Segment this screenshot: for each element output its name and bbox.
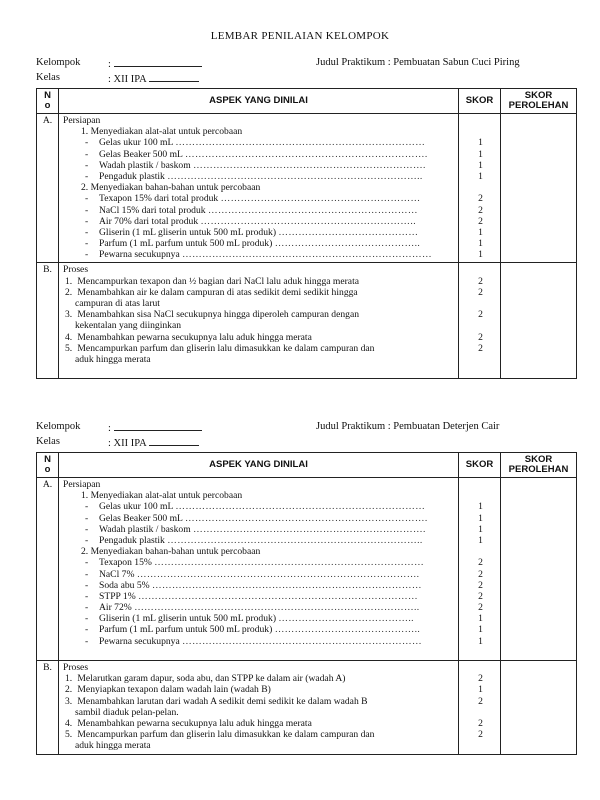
section-a-row bbox=[37, 114, 577, 263]
kelas-blank-line[interactable] bbox=[149, 71, 199, 82]
section-title: Proses bbox=[63, 264, 89, 276]
list-item: - Gliserin (1 mL gliserin untuk 500 mL produk) ………………………………….. bbox=[85, 613, 414, 625]
kelas-value: : XII IPA bbox=[108, 438, 147, 449]
subsection-title: 1. Menyediakan alat-alat untuk percobaan bbox=[81, 490, 243, 502]
list-item: - Wadah plastik / baskom ……………………………………………………………. bbox=[85, 523, 426, 535]
kelompok-value: : bbox=[108, 59, 114, 70]
gained-score-header: SKOR PEROLEHAN bbox=[501, 453, 577, 478]
section-letter: B. bbox=[37, 263, 59, 379]
list-item: - Pengaduk plastik ………………………………………………………………….. bbox=[85, 170, 423, 182]
list-item: - Gelas Beaker 500 mL ………………………………………………………………. bbox=[85, 512, 428, 524]
list-item: 4. Menambahkan pewarna secukupnya lalu aduk hingga merata bbox=[65, 331, 312, 343]
list-item: 2. Menambahkan air ke dalam campuran di atas sedikit demi sedikit hingga bbox=[65, 286, 358, 298]
gained-score-cell[interactable] bbox=[501, 661, 577, 755]
list-item: 3. Menambahkan larutan dari wadah A sedikit demi sedikit ke dalam wadah B bbox=[65, 695, 368, 707]
subsection-title: 2. Menyediakan bahan-bahan untuk percobaan bbox=[81, 182, 261, 194]
kelompok-label: Kelompok bbox=[36, 57, 81, 68]
form1-header bbox=[36, 56, 576, 86]
score-cell: 1 1 1 1 2 2 2 1 1 1 bbox=[459, 114, 501, 263]
score-header: SKOR bbox=[459, 453, 501, 478]
table-header-row bbox=[37, 453, 577, 478]
section-title: Persiapan bbox=[63, 115, 101, 126]
gained-score-cell[interactable] bbox=[501, 114, 577, 263]
gained-score-header: SKOR PEROLEHAN bbox=[501, 89, 577, 114]
table-header-row bbox=[37, 89, 577, 114]
section-letter: A. bbox=[37, 478, 59, 661]
list-item: 5. Mencampurkan parfum dan gliserin lalu dimasukkan ke dalam campuran dan bbox=[65, 729, 375, 741]
list-item: - Parfum (1 mL parfum untuk 500 mL produk) …………………………………….. bbox=[85, 238, 421, 250]
section-letter: A. bbox=[37, 114, 59, 263]
list-item: 1. Mencampurkan texapon dan ½ bagian dari NaCl lalu aduk hingga merata bbox=[65, 275, 359, 287]
list-item: - Pewarna secukupnya ……………………………………………………………… bbox=[85, 635, 422, 647]
list-item: - STPP 1% ………………………………………………………………………… bbox=[85, 590, 418, 602]
kelompok-blank-line[interactable] bbox=[114, 56, 202, 67]
kelas-value: : XII IPA bbox=[108, 74, 147, 85]
list-item: 5. Mencampurkan parfum dan gliserin lalu dimasukkan ke dalam campuran dan bbox=[65, 342, 375, 354]
list-item: - Air 70% dari total produk ……………………………………………………….. bbox=[85, 215, 416, 227]
kelompok-blank-line[interactable] bbox=[114, 420, 202, 431]
list-item: - Soda abu 5% ……………………………………………………………………… bbox=[85, 579, 422, 591]
list-item: - Texapon 15% ……………………………………………………………………… bbox=[85, 557, 425, 569]
score-cell: 2 2 2 2 2 bbox=[459, 263, 501, 379]
kelas-blank-line[interactable] bbox=[149, 435, 199, 446]
section-a-row bbox=[37, 478, 577, 661]
form1-table bbox=[36, 88, 577, 379]
section-b-row: B. Proses 1. Mencampurkan texapon dan ½ bagian dari NaCl lalu aduk hingga merata 2. Menambahkan air ke dalam campuran di atas sedikit demi sedikit hingga campuran di atas larut 3. Menambahkan sisa NaCl secukupnya hingga diperoleh campuran dengan kekentalan yang diinginkan 4. Menambahkan pewarna secukupnya lalu aduk hingga merata 5. Mencampurkan parfum dan gliserin lalu dimasukkan ke dalam campuran dan aduk hingga merata 2 2 2 2 2 bbox=[37, 263, 577, 379]
list-item: - Texapon 15% dari total produk …………………………………………………… bbox=[85, 193, 421, 205]
list-item: 4. Menambahkan pewarna secukupnya lalu aduk hingga merata bbox=[65, 717, 312, 729]
list-item: 3. Menambahkan sisa NaCl secukupnya hingga diperoleh campuran dengan bbox=[65, 309, 360, 321]
score-header: SKOR bbox=[459, 89, 501, 114]
kelompok-label: Kelompok bbox=[36, 421, 81, 432]
list-item: - NaCl 7% …………………………………………………………………………. bbox=[85, 568, 420, 580]
no-header: N o bbox=[37, 453, 59, 478]
list-item: 1. Melarutkan garam dapur, soda abu, dan STPP ke dalam air (wadah A) bbox=[65, 673, 346, 685]
kelas-label: Kelas bbox=[36, 436, 60, 447]
list-item: - Parfum (1 mL parfum untuk 500 mL produk) …………………………………….. bbox=[85, 624, 421, 636]
list-item: - NaCl 15% dari total produk ……………………………………………………… bbox=[85, 204, 418, 216]
subsection-title: 1. Menyediakan alat-alat untuk percobaan bbox=[81, 126, 243, 138]
kelompok-value: : bbox=[108, 423, 114, 434]
judul-praktikum: Judul Praktikum : Pembuatan Sabun Cuci Piring bbox=[316, 57, 520, 68]
list-item: - Gelas ukur 100 mL ………………………………………………………………… bbox=[85, 501, 426, 513]
kelas-label: Kelas bbox=[36, 72, 60, 83]
section-b-row: B. Proses 1. Melarutkan garam dapur, soda abu, dan STPP ke dalam air (wadah A) 2. Menyiapkan texapon dalam wadah lain (wadah B) 3. Menambahkan larutan dari wadah A sedikit demi sedikit ke dalam wadah B sambil diaduk pelan-pelan. 4. Menambahkan pewarna secukupnya lalu aduk hingga merata 5. Mencampurkan parfum dan gliserin lalu dimasukkan ke dalam campuran dan aduk hingga merata 2 1 2 2 2 bbox=[37, 661, 577, 755]
gained-score-cell[interactable] bbox=[501, 478, 577, 661]
list-item: - Air 72% ………………………………………………………………………….. bbox=[85, 602, 420, 614]
list-item: - Gelas ukur 100 mL ………………………………………………………………… bbox=[85, 137, 426, 149]
list-item: 2. Menyiapkan texapon dalam wadah lain (wadah B) bbox=[65, 684, 271, 696]
list-item: - Pewarna secukupnya ………………………………………………………………… bbox=[85, 249, 432, 261]
list-item: - Gliserin (1 mL gliserin untuk 500 mL produk) …………………………………… bbox=[85, 226, 419, 238]
judul-praktikum: Judul Praktikum : Pembuatan Deterjen Cair bbox=[316, 421, 500, 432]
aspect-header: ASPEK YANG DINILAI bbox=[59, 89, 459, 114]
form2-table bbox=[36, 452, 577, 755]
gained-score-cell[interactable] bbox=[501, 263, 577, 379]
list-item: - Wadah plastik / baskom ……………………………………………………………. bbox=[85, 159, 426, 171]
form2-header bbox=[36, 420, 576, 450]
score-cell: 2 1 2 2 2 bbox=[459, 661, 501, 755]
list-item: - Gelas Beaker 500 mL ………………………………………………………………. bbox=[85, 148, 428, 160]
page-title: LEMBAR PENILAIAN KELOMPOK bbox=[210, 30, 390, 42]
section-title: Persiapan bbox=[63, 479, 101, 490]
no-header: N o bbox=[37, 89, 59, 114]
section-letter: B. bbox=[37, 661, 59, 755]
list-item: - Pengaduk plastik ………………………………………………………………….. bbox=[85, 534, 423, 546]
score-cell: 1 1 1 1 2 2 2 2 2 1 1 1 bbox=[459, 478, 501, 661]
section-title: Proses bbox=[63, 662, 89, 673]
aspect-header: ASPEK YANG DINILAI bbox=[59, 453, 459, 478]
subsection-title: 2. Menyediakan bahan-bahan untuk percobaan bbox=[81, 546, 261, 558]
